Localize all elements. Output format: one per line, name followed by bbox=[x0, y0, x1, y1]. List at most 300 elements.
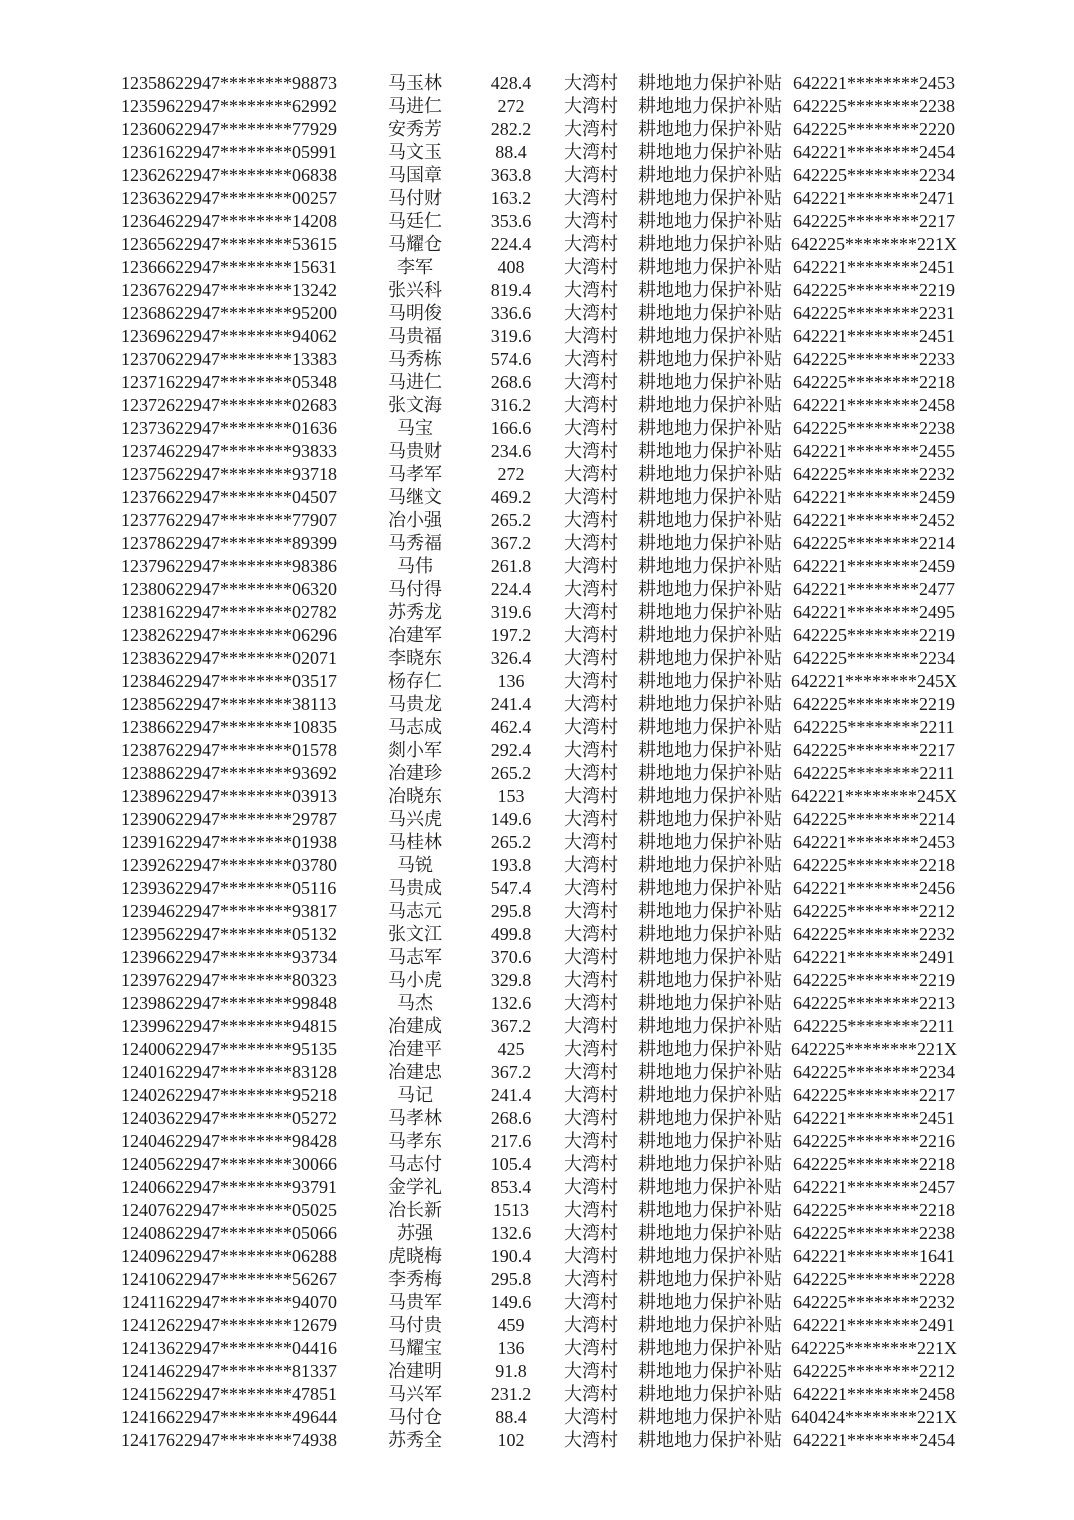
subsidy-type-cell: 耕地地力保护补贴 bbox=[638, 602, 782, 622]
person-name-cell: 马贵龙 bbox=[388, 694, 442, 714]
subsidy-type-cell: 耕地地力保护补贴 bbox=[638, 533, 782, 553]
table-row bbox=[0, 1337, 958, 1360]
table-row bbox=[0, 1153, 958, 1176]
row-number-cell: 12368 bbox=[121, 303, 166, 323]
person-name-cell: 马付贵 bbox=[388, 1315, 442, 1335]
table-row bbox=[0, 647, 958, 670]
subsidy-type-cell: 耕地地力保护补贴 bbox=[638, 119, 782, 139]
village-cell: 大湾村 bbox=[564, 303, 618, 323]
table-row bbox=[0, 141, 958, 164]
id-number-cell: 622947********06838 bbox=[166, 165, 337, 185]
table-row bbox=[0, 831, 958, 854]
row-number-cell: 12413 bbox=[121, 1338, 166, 1358]
person-name-cell: 马志成 bbox=[388, 717, 442, 737]
account-number-cell: 642221********2459 bbox=[793, 487, 955, 507]
table-row bbox=[0, 854, 958, 877]
table-row bbox=[0, 95, 958, 118]
account-number-cell: 642225********2214 bbox=[793, 809, 955, 829]
row-number-cell: 12397 bbox=[121, 970, 166, 990]
village-cell: 大湾村 bbox=[564, 349, 618, 369]
village-cell: 大湾村 bbox=[564, 533, 618, 553]
table-row bbox=[0, 969, 958, 992]
account-number-cell: 642225********2219 bbox=[793, 280, 955, 300]
table-row bbox=[0, 233, 958, 256]
account-number-cell: 642221********2454 bbox=[793, 142, 955, 162]
table-row bbox=[0, 1360, 958, 1383]
village-cell: 大湾村 bbox=[564, 740, 618, 760]
amount-cell: 574.6 bbox=[490, 349, 532, 369]
village-cell: 大湾村 bbox=[564, 855, 618, 875]
person-name-cell: 马孝东 bbox=[388, 1131, 442, 1151]
table-body bbox=[0, 72, 958, 1452]
row-number-cell: 12409 bbox=[121, 1246, 166, 1266]
subsidy-type-cell: 耕地地力保护补贴 bbox=[638, 441, 782, 461]
account-number-cell: 642225********2220 bbox=[793, 119, 955, 139]
person-name-cell: 马贵成 bbox=[388, 878, 442, 898]
amount-cell: 91.8 bbox=[495, 1361, 527, 1381]
person-name-cell: 马志军 bbox=[388, 947, 442, 967]
person-name-cell: 马桂林 bbox=[388, 832, 442, 852]
village-cell: 大湾村 bbox=[564, 188, 618, 208]
village-cell: 大湾村 bbox=[564, 717, 618, 737]
table-row bbox=[0, 900, 958, 923]
table-row bbox=[0, 440, 958, 463]
table-row bbox=[0, 555, 958, 578]
row-number-cell: 12399 bbox=[121, 1016, 166, 1036]
id-number-cell: 622947********05132 bbox=[166, 924, 337, 944]
amount-cell: 261.8 bbox=[490, 556, 532, 576]
amount-cell: 319.6 bbox=[490, 602, 532, 622]
amount-cell: 853.4 bbox=[490, 1177, 532, 1197]
id-number-cell: 622947********81337 bbox=[166, 1361, 337, 1381]
amount-cell: 499.8 bbox=[490, 924, 532, 944]
row-number-cell: 12370 bbox=[121, 349, 166, 369]
account-number-cell: 642221********2453 bbox=[793, 832, 955, 852]
amount-cell: 367.2 bbox=[490, 1016, 532, 1036]
row-number-cell: 12379 bbox=[121, 556, 166, 576]
account-number-cell: 642221********2452 bbox=[793, 510, 955, 530]
amount-cell: 292.4 bbox=[490, 740, 532, 760]
table-row bbox=[0, 624, 958, 647]
account-number-cell: 642225********2234 bbox=[793, 648, 955, 668]
table-row bbox=[0, 923, 958, 946]
row-number-cell: 12367 bbox=[121, 280, 166, 300]
amount-cell: 136 bbox=[497, 1338, 525, 1358]
person-name-cell: 马志元 bbox=[388, 901, 442, 921]
subsidy-table bbox=[0, 72, 958, 1452]
subsidy-type-cell: 耕地地力保护补贴 bbox=[638, 96, 782, 116]
village-cell: 大湾村 bbox=[564, 510, 618, 530]
person-name-cell: 冶建成 bbox=[388, 1016, 442, 1036]
person-name-cell: 马贵军 bbox=[388, 1292, 442, 1312]
table-row bbox=[0, 601, 958, 624]
person-name-cell: 马秀栋 bbox=[388, 349, 442, 369]
village-cell: 大湾村 bbox=[564, 1430, 618, 1450]
subsidy-type-cell: 耕地地力保护补贴 bbox=[638, 1177, 782, 1197]
id-number-cell: 622947********05272 bbox=[166, 1108, 337, 1128]
subsidy-type-cell: 耕地地力保护补贴 bbox=[638, 671, 782, 691]
person-name-cell: 马秀福 bbox=[388, 533, 442, 553]
person-name-cell: 马志付 bbox=[388, 1154, 442, 1174]
id-number-cell: 622947********80323 bbox=[166, 970, 337, 990]
amount-cell: 428.4 bbox=[490, 73, 532, 93]
village-cell: 大湾村 bbox=[564, 211, 618, 231]
account-number-cell: 642221********2477 bbox=[793, 579, 955, 599]
person-name-cell: 马国章 bbox=[388, 165, 442, 185]
table-row bbox=[0, 1383, 958, 1406]
account-number-cell: 642221********2451 bbox=[793, 326, 955, 346]
amount-cell: 268.6 bbox=[490, 372, 532, 392]
village-cell: 大湾村 bbox=[564, 970, 618, 990]
village-cell: 大湾村 bbox=[564, 924, 618, 944]
subsidy-type-cell: 耕地地力保护补贴 bbox=[638, 1407, 782, 1427]
id-number-cell: 622947********13383 bbox=[166, 349, 337, 369]
amount-cell: 149.6 bbox=[490, 809, 532, 829]
id-number-cell: 622947********99848 bbox=[166, 993, 337, 1013]
village-cell: 大湾村 bbox=[564, 1108, 618, 1128]
row-number-cell: 12369 bbox=[121, 326, 166, 346]
person-name-cell: 马兴军 bbox=[388, 1384, 442, 1404]
row-number-cell: 12382 bbox=[121, 625, 166, 645]
subsidy-type-cell: 耕地地力保护补贴 bbox=[638, 694, 782, 714]
id-number-cell: 622947********13242 bbox=[166, 280, 337, 300]
village-cell: 大湾村 bbox=[564, 1223, 618, 1243]
person-name-cell: 剡小军 bbox=[388, 740, 442, 760]
amount-cell: 336.6 bbox=[490, 303, 532, 323]
id-number-cell: 622947********93791 bbox=[166, 1177, 337, 1197]
village-cell: 大湾村 bbox=[564, 1384, 618, 1404]
table-row bbox=[0, 187, 958, 210]
subsidy-type-cell: 耕地地力保护补贴 bbox=[638, 1430, 782, 1450]
village-cell: 大湾村 bbox=[564, 832, 618, 852]
person-name-cell: 苏秀龙 bbox=[388, 602, 442, 622]
account-number-cell: 642221********2491 bbox=[793, 1315, 955, 1335]
row-number-cell: 12359 bbox=[121, 96, 166, 116]
id-number-cell: 622947********74938 bbox=[166, 1430, 337, 1450]
id-number-cell: 622947********06320 bbox=[166, 579, 337, 599]
table-row bbox=[0, 348, 958, 371]
table-row bbox=[0, 486, 958, 509]
account-number-cell: 642225********2219 bbox=[793, 694, 955, 714]
subsidy-type-cell: 耕地地力保护补贴 bbox=[638, 947, 782, 967]
account-number-cell: 642221********2459 bbox=[793, 556, 955, 576]
village-cell: 大湾村 bbox=[564, 1039, 618, 1059]
amount-cell: 367.2 bbox=[490, 533, 532, 553]
account-number-cell: 642225********221X bbox=[791, 1338, 957, 1358]
subsidy-type-cell: 耕地地力保护补贴 bbox=[638, 740, 782, 760]
subsidy-type-cell: 耕地地力保护补贴 bbox=[638, 349, 782, 369]
id-number-cell: 622947********29787 bbox=[166, 809, 337, 829]
person-name-cell: 冶晓东 bbox=[388, 786, 442, 806]
account-number-cell: 642225********2211 bbox=[793, 717, 955, 737]
row-number-cell: 12378 bbox=[121, 533, 166, 553]
table-row bbox=[0, 256, 958, 279]
amount-cell: 88.4 bbox=[495, 1407, 527, 1427]
village-cell: 大湾村 bbox=[564, 763, 618, 783]
subsidy-type-cell: 耕地地力保护补贴 bbox=[638, 1384, 782, 1404]
row-number-cell: 12408 bbox=[121, 1223, 166, 1243]
table-row bbox=[0, 532, 958, 555]
amount-cell: 363.8 bbox=[490, 165, 532, 185]
row-number-cell: 12412 bbox=[121, 1315, 166, 1335]
row-number-cell: 12392 bbox=[121, 855, 166, 875]
account-number-cell: 642225********2232 bbox=[793, 924, 955, 944]
subsidy-type-cell: 耕地地力保护补贴 bbox=[638, 717, 782, 737]
table-row bbox=[0, 1268, 958, 1291]
subsidy-type-cell: 耕地地力保护补贴 bbox=[638, 1108, 782, 1128]
village-cell: 大湾村 bbox=[564, 901, 618, 921]
amount-cell: 166.6 bbox=[490, 418, 532, 438]
row-number-cell: 12362 bbox=[121, 165, 166, 185]
amount-cell: 265.2 bbox=[490, 763, 532, 783]
account-number-cell: 642225********2218 bbox=[793, 1200, 955, 1220]
subsidy-type-cell: 耕地地力保护补贴 bbox=[638, 73, 782, 93]
person-name-cell: 杨存仁 bbox=[388, 671, 442, 691]
person-name-cell: 冶长新 bbox=[388, 1200, 442, 1220]
row-number-cell: 12381 bbox=[121, 602, 166, 622]
row-number-cell: 12373 bbox=[121, 418, 166, 438]
person-name-cell: 马耀宝 bbox=[388, 1338, 442, 1358]
subsidy-type-cell: 耕地地力保护补贴 bbox=[638, 1200, 782, 1220]
village-cell: 大湾村 bbox=[564, 1200, 618, 1220]
row-number-cell: 12376 bbox=[121, 487, 166, 507]
account-number-cell: 640424********221X bbox=[791, 1407, 957, 1427]
amount-cell: 241.4 bbox=[490, 1085, 532, 1105]
account-number-cell: 642225********2219 bbox=[793, 970, 955, 990]
table-row bbox=[0, 1406, 958, 1429]
account-number-cell: 642225********221X bbox=[791, 1039, 957, 1059]
subsidy-type-cell: 耕地地力保护补贴 bbox=[638, 510, 782, 530]
person-name-cell: 马锐 bbox=[397, 855, 433, 875]
village-cell: 大湾村 bbox=[564, 993, 618, 1013]
subsidy-type-cell: 耕地地力保护补贴 bbox=[638, 1338, 782, 1358]
id-number-cell: 622947********95218 bbox=[166, 1085, 337, 1105]
amount-cell: 462.4 bbox=[490, 717, 532, 737]
id-number-cell: 622947********05066 bbox=[166, 1223, 337, 1243]
person-name-cell: 马明俊 bbox=[388, 303, 442, 323]
table-row bbox=[0, 716, 958, 739]
subsidy-type-cell: 耕地地力保护补贴 bbox=[638, 1315, 782, 1335]
amount-cell: 231.2 bbox=[490, 1384, 532, 1404]
amount-cell: 265.2 bbox=[490, 832, 532, 852]
id-number-cell: 622947********15631 bbox=[166, 257, 337, 277]
amount-cell: 272 bbox=[497, 464, 525, 484]
person-name-cell: 马贵财 bbox=[388, 441, 442, 461]
account-number-cell: 642225********2232 bbox=[793, 1292, 955, 1312]
subsidy-type-cell: 耕地地力保护补贴 bbox=[638, 556, 782, 576]
amount-cell: 329.8 bbox=[490, 970, 532, 990]
id-number-cell: 622947********77907 bbox=[166, 510, 337, 530]
village-cell: 大湾村 bbox=[564, 326, 618, 346]
table-row bbox=[0, 578, 958, 601]
amount-cell: 316.2 bbox=[490, 395, 532, 415]
village-cell: 大湾村 bbox=[564, 372, 618, 392]
subsidy-type-cell: 耕地地力保护补贴 bbox=[638, 1361, 782, 1381]
table-row bbox=[0, 164, 958, 187]
village-cell: 大湾村 bbox=[564, 1016, 618, 1036]
person-name-cell: 马小虎 bbox=[388, 970, 442, 990]
account-number-cell: 642225********2214 bbox=[793, 533, 955, 553]
account-number-cell: 642221********2453 bbox=[793, 73, 955, 93]
id-number-cell: 622947********98873 bbox=[166, 73, 337, 93]
person-name-cell: 马伟 bbox=[397, 556, 433, 576]
row-number-cell: 12364 bbox=[121, 211, 166, 231]
account-number-cell: 642225********2212 bbox=[793, 901, 955, 921]
table-row bbox=[0, 1291, 958, 1314]
id-number-cell: 622947********49644 bbox=[166, 1407, 337, 1427]
account-number-cell: 642221********245X bbox=[791, 671, 957, 691]
table-row bbox=[0, 1084, 958, 1107]
id-number-cell: 622947********03517 bbox=[166, 671, 337, 691]
person-name-cell: 马进仁 bbox=[388, 372, 442, 392]
account-number-cell: 642225********2219 bbox=[793, 625, 955, 645]
person-name-cell: 安秀芳 bbox=[388, 119, 442, 139]
id-number-cell: 622947********93718 bbox=[166, 464, 337, 484]
person-name-cell: 马付得 bbox=[388, 579, 442, 599]
row-number-cell: 12385 bbox=[121, 694, 166, 714]
id-number-cell: 622947********93833 bbox=[166, 441, 337, 461]
row-number-cell: 12395 bbox=[121, 924, 166, 944]
village-cell: 大湾村 bbox=[564, 96, 618, 116]
row-number-cell: 12366 bbox=[121, 257, 166, 277]
village-cell: 大湾村 bbox=[564, 395, 618, 415]
subsidy-type-cell: 耕地地力保护补贴 bbox=[638, 142, 782, 162]
table-row bbox=[0, 739, 958, 762]
person-name-cell: 李军 bbox=[397, 257, 433, 277]
table-row bbox=[0, 463, 958, 486]
person-name-cell: 马进仁 bbox=[388, 96, 442, 116]
person-name-cell: 马孝林 bbox=[388, 1108, 442, 1128]
person-name-cell: 冶建忠 bbox=[388, 1062, 442, 1082]
id-number-cell: 622947********94070 bbox=[166, 1292, 337, 1312]
table-row bbox=[0, 946, 958, 969]
table-row bbox=[0, 509, 958, 532]
village-cell: 大湾村 bbox=[564, 878, 618, 898]
row-number-cell: 12401 bbox=[121, 1062, 166, 1082]
subsidy-type-cell: 耕地地力保护补贴 bbox=[638, 970, 782, 990]
village-cell: 大湾村 bbox=[564, 947, 618, 967]
amount-cell: 234.6 bbox=[490, 441, 532, 461]
row-number-cell: 12365 bbox=[121, 234, 166, 254]
id-number-cell: 622947********62992 bbox=[166, 96, 337, 116]
subsidy-type-cell: 耕地地力保护补贴 bbox=[638, 648, 782, 668]
row-number-cell: 12393 bbox=[121, 878, 166, 898]
account-number-cell: 642221********2454 bbox=[793, 1430, 955, 1450]
amount-cell: 319.6 bbox=[490, 326, 532, 346]
subsidy-type-cell: 耕地地力保护补贴 bbox=[638, 786, 782, 806]
subsidy-type-cell: 耕地地力保护补贴 bbox=[638, 1085, 782, 1105]
account-number-cell: 642225********2213 bbox=[793, 993, 955, 1013]
amount-cell: 224.4 bbox=[490, 579, 532, 599]
row-number-cell: 12388 bbox=[121, 763, 166, 783]
subsidy-type-cell: 耕地地力保护补贴 bbox=[638, 878, 782, 898]
village-cell: 大湾村 bbox=[564, 786, 618, 806]
subsidy-type-cell: 耕地地力保护补贴 bbox=[638, 418, 782, 438]
amount-cell: 132.6 bbox=[490, 993, 532, 1013]
village-cell: 大湾村 bbox=[564, 625, 618, 645]
row-number-cell: 12416 bbox=[121, 1407, 166, 1427]
id-number-cell: 622947********94062 bbox=[166, 326, 337, 346]
id-number-cell: 622947********94815 bbox=[166, 1016, 337, 1036]
village-cell: 大湾村 bbox=[564, 648, 618, 668]
person-name-cell: 金学礼 bbox=[388, 1177, 442, 1197]
id-number-cell: 622947********12679 bbox=[166, 1315, 337, 1335]
row-number-cell: 12360 bbox=[121, 119, 166, 139]
account-number-cell: 642221********2457 bbox=[793, 1177, 955, 1197]
account-number-cell: 642225********2234 bbox=[793, 1062, 955, 1082]
account-number-cell: 642221********2451 bbox=[793, 257, 955, 277]
subsidy-type-cell: 耕地地力保护补贴 bbox=[638, 832, 782, 852]
row-number-cell: 12405 bbox=[121, 1154, 166, 1174]
id-number-cell: 622947********02782 bbox=[166, 602, 337, 622]
amount-cell: 367.2 bbox=[490, 1062, 532, 1082]
id-number-cell: 622947********00257 bbox=[166, 188, 337, 208]
id-number-cell: 622947********04507 bbox=[166, 487, 337, 507]
id-number-cell: 622947********53615 bbox=[166, 234, 337, 254]
subsidy-type-cell: 耕地地力保护补贴 bbox=[638, 625, 782, 645]
village-cell: 大湾村 bbox=[564, 1361, 618, 1381]
row-number-cell: 12371 bbox=[121, 372, 166, 392]
village-cell: 大湾村 bbox=[564, 1269, 618, 1289]
village-cell: 大湾村 bbox=[564, 602, 618, 622]
village-cell: 大湾村 bbox=[564, 1407, 618, 1427]
subsidy-type-cell: 耕地地力保护补贴 bbox=[638, 464, 782, 484]
person-name-cell: 马贵福 bbox=[388, 326, 442, 346]
row-number-cell: 12400 bbox=[121, 1039, 166, 1059]
table-row bbox=[0, 785, 958, 808]
subsidy-type-cell: 耕地地力保护补贴 bbox=[638, 1269, 782, 1289]
amount-cell: 149.6 bbox=[490, 1292, 532, 1312]
person-name-cell: 苏秀全 bbox=[388, 1430, 442, 1450]
amount-cell: 136 bbox=[497, 671, 525, 691]
id-number-cell: 622947********01578 bbox=[166, 740, 337, 760]
id-number-cell: 622947********89399 bbox=[166, 533, 337, 553]
table-row bbox=[0, 808, 958, 831]
row-number-cell: 12386 bbox=[121, 717, 166, 737]
id-number-cell: 622947********93734 bbox=[166, 947, 337, 967]
account-number-cell: 642225********2212 bbox=[793, 1361, 955, 1381]
table-row bbox=[0, 1314, 958, 1337]
village-cell: 大湾村 bbox=[564, 1085, 618, 1105]
row-number-cell: 12358 bbox=[121, 73, 166, 93]
subsidy-type-cell: 耕地地力保护补贴 bbox=[638, 1062, 782, 1082]
row-number-cell: 12363 bbox=[121, 188, 166, 208]
row-number-cell: 12403 bbox=[121, 1108, 166, 1128]
subsidy-type-cell: 耕地地力保护补贴 bbox=[638, 1246, 782, 1266]
person-name-cell: 张文海 bbox=[388, 395, 442, 415]
row-number-cell: 12389 bbox=[121, 786, 166, 806]
id-number-cell: 622947********04416 bbox=[166, 1338, 337, 1358]
village-cell: 大湾村 bbox=[564, 464, 618, 484]
table-row bbox=[0, 1222, 958, 1245]
account-number-cell: 642221********2458 bbox=[793, 395, 955, 415]
subsidy-type-cell: 耕地地力保护补贴 bbox=[638, 1292, 782, 1312]
id-number-cell: 622947********05025 bbox=[166, 1200, 337, 1220]
account-number-cell: 642225********2238 bbox=[793, 1223, 955, 1243]
account-number-cell: 642221********1641 bbox=[793, 1246, 955, 1266]
subsidy-type-cell: 耕地地力保护补贴 bbox=[638, 1131, 782, 1151]
amount-cell: 272 bbox=[497, 96, 525, 116]
table-row bbox=[0, 1107, 958, 1130]
account-number-cell: 642225********2211 bbox=[793, 763, 955, 783]
subsidy-type-cell: 耕地地力保护补贴 bbox=[638, 395, 782, 415]
person-name-cell: 马宝 bbox=[397, 418, 433, 438]
table-row bbox=[0, 1245, 958, 1268]
row-number-cell: 12407 bbox=[121, 1200, 166, 1220]
subsidy-type-cell: 耕地地力保护补贴 bbox=[638, 993, 782, 1013]
row-number-cell: 12390 bbox=[121, 809, 166, 829]
subsidy-type-cell: 耕地地力保护补贴 bbox=[638, 579, 782, 599]
